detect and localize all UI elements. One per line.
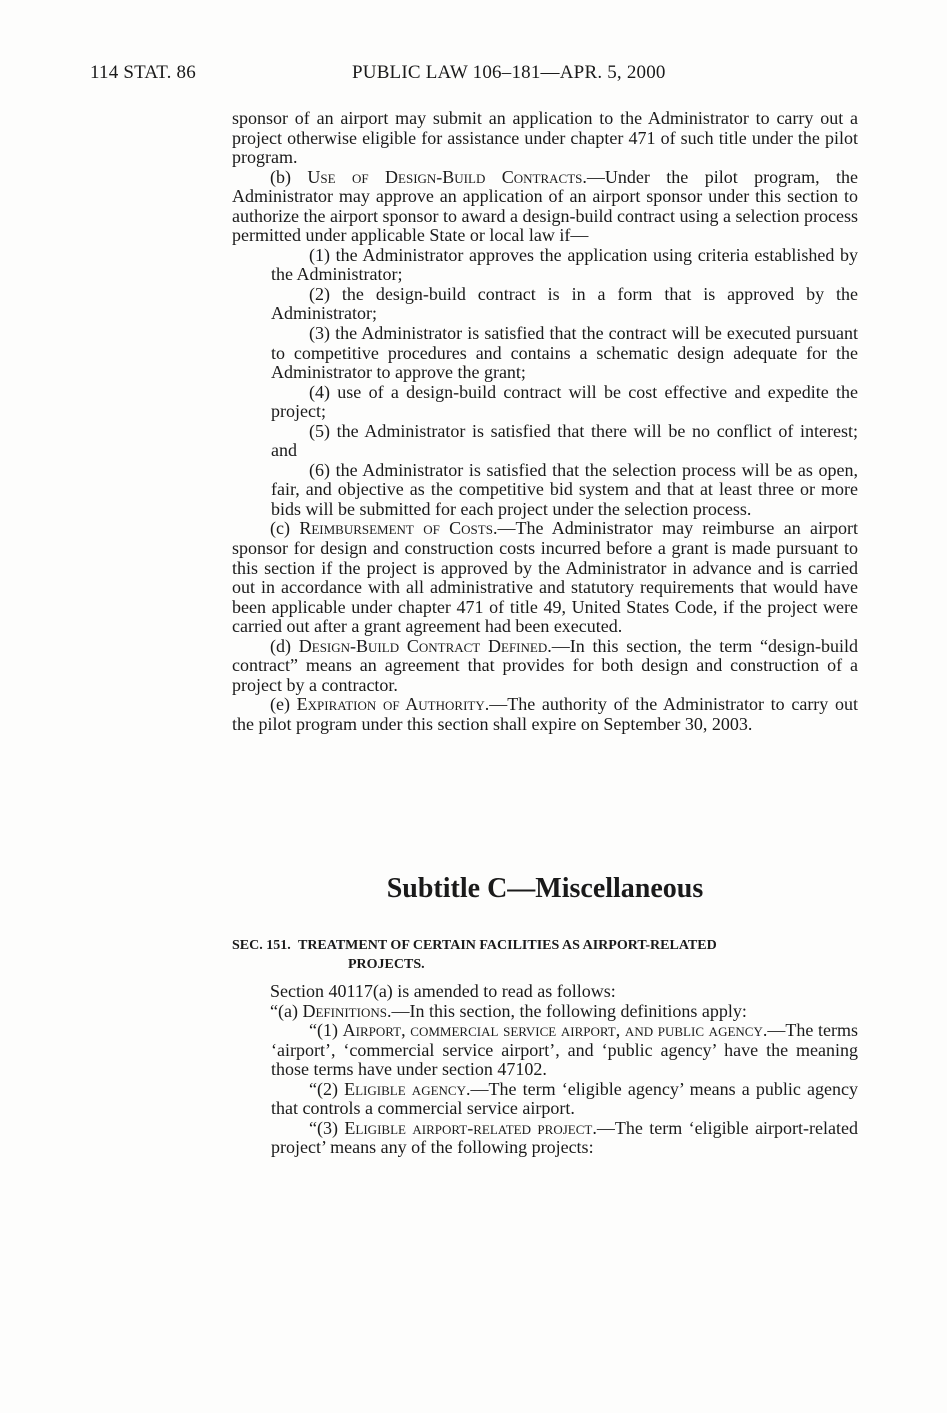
definition-2 — [271, 1080, 858, 1119]
paragraph-b2: (2) the design-build contract is in a form that is approved by the Administrator; — [271, 283, 858, 324]
subsection-c — [232, 519, 858, 636]
definition-1-text: .—The terms ‘airport’, ‘commercial service airport’, and ‘public agency’ have the meaning those terms have under section 47102. — [271, 1020, 858, 1080]
section-title-line1: TREATMENT OF CERTAIN FACILITIES AS AIRPORT-RELATED — [297, 938, 717, 953]
stat-citation: 114 STAT. 86 — [90, 62, 196, 83]
running-head — [90, 62, 860, 88]
subsection-e-text: .—The authority of the Administrator to carry out the pilot program under this section shall expire on September 30, 2003. — [232, 694, 858, 734]
subsection-a-enum: “(a) — [270, 1000, 303, 1021]
amendment-intro: Section 40117(a) is amended to read as follows: — [270, 981, 616, 1001]
subsection-b-text: .—Under the pilot program, the Administrator may approve an application of an airport sponsor under this section to authorize the airport sponsor to award a design-build contract using a selection process permitted under applicable State or local law if— — [232, 166, 858, 246]
paragraph-b3: (3) the Administrator is satisfied that the contract will be executed pursuant to competitive procedures and contains a schematic design adequate for the Administrator to approve the grant; — [271, 323, 858, 383]
subsection-b-heading: Use of Design-Build Contracts — [307, 166, 583, 187]
body-text — [232, 109, 858, 735]
definition-3-enum: “(3) — [309, 1117, 345, 1138]
definition-3-text: .—The term ‘eligible airport-related project’ means any of the following projects: — [271, 1117, 859, 1158]
subsection-a-text: .—In this section, the following definitions apply: — [386, 1000, 747, 1021]
subsection-c-heading: Reimbursement of Costs — [299, 518, 493, 539]
definition-2-text: .—The term ‘eligible agency’ means a public agency that controls a commercial service airport. — [271, 1078, 858, 1119]
definition-1 — [271, 1021, 858, 1080]
subsection-a-definitions — [232, 1002, 858, 1022]
definition-2-heading: Eligible agency — [344, 1078, 466, 1099]
subsection-e-heading: Expiration of Authority — [296, 694, 485, 715]
paragraph-b1: (1) the Administrator approves the application using criteria established by the Administrator; — [271, 244, 858, 285]
section-number: SEC. 151. — [232, 938, 291, 953]
section-title-line2: PROJECTS. — [348, 957, 425, 972]
section-heading — [232, 936, 858, 974]
subsection-b-enum: (b) — [270, 166, 308, 187]
subsection-e-enum: (e) — [270, 694, 297, 715]
subsection-e — [232, 695, 858, 734]
subsection-c-text: .—The Administrator may reimburse an airport sponsor for design and construction costs incurred before a grant is made pursuant to this section if the project is approved by the Administrator in advance and is carried out in accordance with all administrative and statutory requirements that would have been applicable under chapter 471 of title 49, United States Code, if the project were carried out after a grant agreement had been executed. — [232, 518, 858, 637]
subsection-c-enum: (c) — [270, 518, 300, 539]
definition-1-enum: “(1) — [309, 1020, 343, 1041]
subsection-d-heading: Design-Build Contract Defined — [298, 635, 548, 656]
subsection-b — [232, 168, 858, 246]
paragraph-b4: (4) use of a design-build contract will be cost effective and expedite the project; — [271, 381, 858, 422]
subsection-d-text: .—In this section, the term “design-build contract” means an agreement that provides for both design and construction of a project by a contractor. — [232, 635, 858, 695]
subsection-a-heading: Definitions — [302, 1000, 387, 1021]
subtitle-heading: Subtitle C—Miscellaneous — [386, 873, 704, 904]
continuation-paragraph: sponsor of an airport may submit an application to the Administrator to carry out a project otherwise eligible for assistance under chapter 471 of such title under the pilot program. — [232, 108, 858, 168]
definition-2-enum: “(2) — [309, 1078, 345, 1099]
paragraph-b5: (5) the Administrator is satisfied that there will be no conflict of interest; and — [271, 420, 858, 461]
definition-3 — [271, 1119, 858, 1158]
paragraph-b6: (6) the Administrator is satisfied that the selection process will be as open, fair, and objective as the competitive bid system and that at least three or more bids will be submitted for each project under the selection process. — [271, 459, 858, 519]
public-law-citation: PUBLIC LAW 106–181—APR. 5, 2000 — [352, 62, 666, 83]
section-body — [232, 982, 858, 1158]
definition-3-heading: Eligible airport-related project — [344, 1117, 593, 1138]
subsection-d — [232, 637, 858, 696]
definition-1-heading: Airport, commercial service airport, and public agency — [342, 1020, 763, 1041]
subsection-d-enum: (d) — [270, 635, 299, 656]
